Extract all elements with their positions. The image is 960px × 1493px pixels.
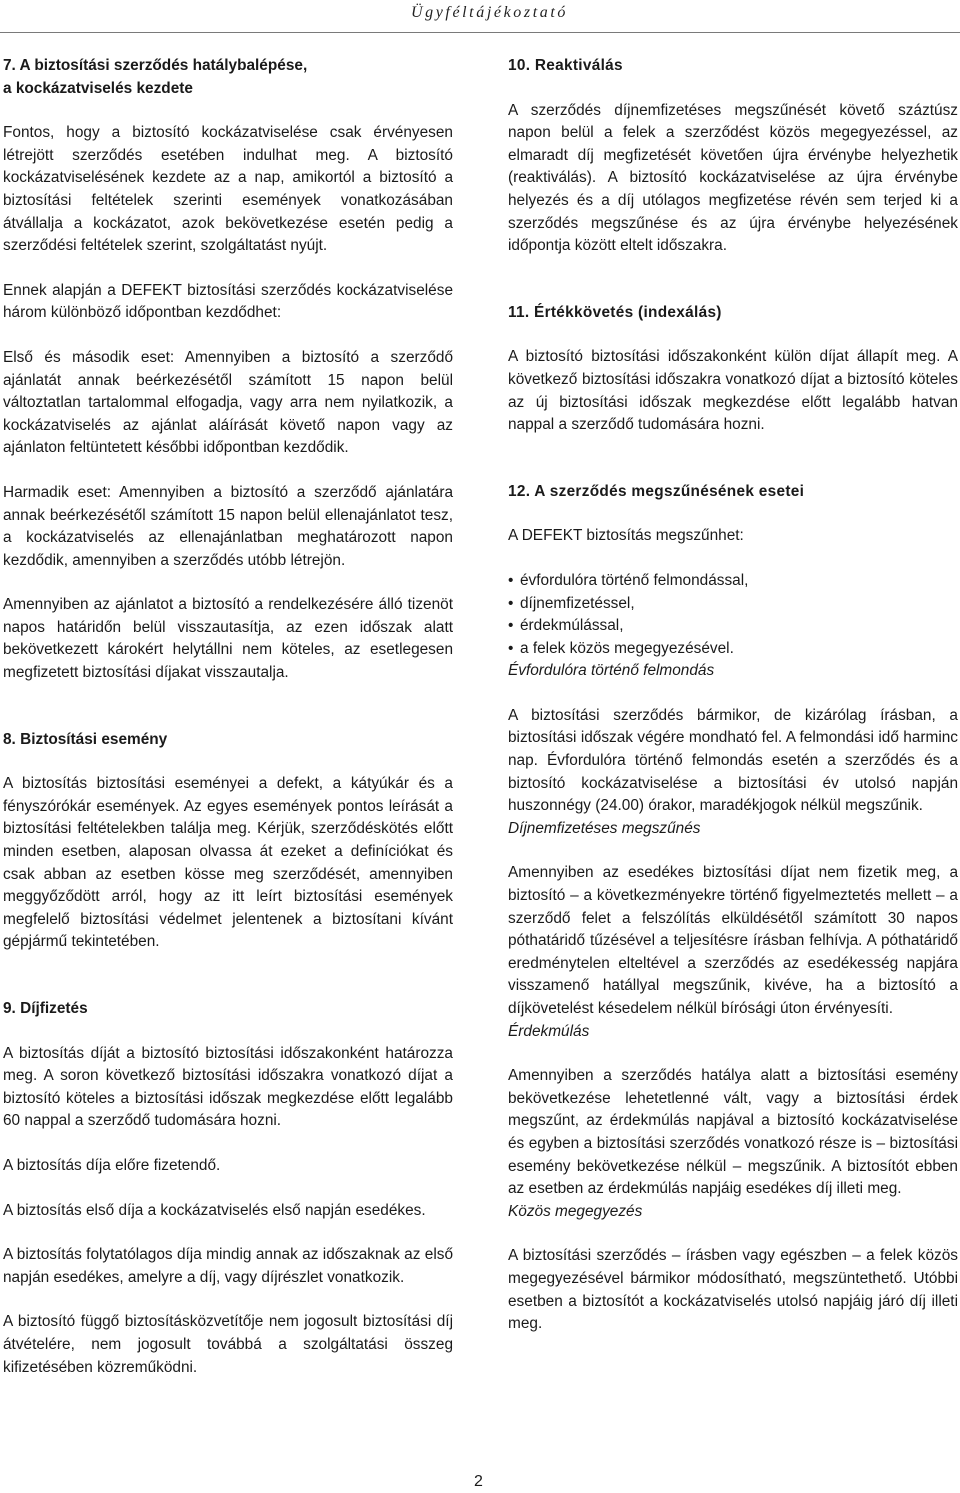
subsection-title: Érdekmúlás [508,1022,590,1040]
section-9-paragraph: A biztosító függő biztosításközvetítője nem jogosult biztosítási díj átvételére, nem jogosult továbbá a szolgáltatási összeg kifizetésében közreműködni. [3,1313,453,1376]
section-9-paragraph: A biztosítás díját a biztosító biztosítási időszakonként határozza meg. A soron következő biztosítási időszakra vonatkozó díjat a biztosító köteles a biztosítási időszak megkezdése előtt legalább 60 nappal a szerződő tudomására hozni. [3,1044,453,1130]
bullet-icon: • [508,594,514,612]
list-item-text: díjnemfizetéssel, [520,594,635,612]
subsection-paragraph: A biztosítási szerződés – írásben vagy egészben – a felek közös megegyezésével bármikor módosítható, megszüntethető. Utóbbi esetben a biztosítót a kockázatviselés utolsó napjáig járó díj illeti meg. [508,1247,958,1333]
section-11-title: 11. Értékkövetés (indexálás) [508,303,722,321]
document-header-title: Ügyféltájékoztató [410,4,568,21]
termination-list [508,570,958,660]
page-number: 2 [474,1473,483,1490]
subsection-title: Díjnemfizetéses megszűnés [508,819,701,837]
section-11-paragraph: A biztosító biztosítási időszakonként külön díjat állapít meg. A következő biztosítási időszakra vonatkozó díjat a biztosító köteles az új biztosítási időszak megkezdése előtt legalább hatvan nappal a szerződő tudomására hozni. [508,348,958,434]
section-12-intro: A DEFEKT biztosítás megszűnhet: [508,527,744,545]
subsection-title: Évfordulóra történő felmondás [508,662,715,680]
section-9-paragraph: A biztosítás díja előre fizetendő. [3,1156,221,1174]
right-column [508,55,958,1336]
list-item [508,593,958,616]
subsection-paragraph: Amennyiben az esedékes biztosítási díjat nem fizetik meg, a biztosító – a következményekre történő figyelmeztetés mellett – a szerződő felet a felszólítás elküldésétől számított 30 napos póthatáridő tűzésével a teljesítésre írásban felhívja. A póthatáridő eredménytelen elteltével a szerződés az esedékesség napjára visszamenő hatállyal megszűnik, kivéve, ha a biztosító a díjkövetelést késedelem nélkül bírósági úton érvényesíti. [508,864,958,1017]
list-item [508,570,958,593]
section-8-paragraph: A biztosítás biztosítási eseményei a defekt, a kátyúkár és a fényszórókár események. Az egyes események pontos leírását a biztosítási feltételekben találja meg. Kérjük, szerződéskötés előtt minden esetben, alaposan olvassa át ezeket a definíciókat és csak abban az esetben kösse meg szerződését, amennyiben meggyőződött arról, hogy az itt leírt biztosítási események megfelelő biztosítási védelmet jelentenek a biztosítani kívánt gépjármű tekintetében. [3,775,453,951]
section-10-paragraph: A szerződés díjnemfizetéses megszűnését követő száztúsz napon belül a felek a szerződést közös megegyezéssel, az elmaradt díj megfizetését követően újra érvénybe helyezhetik (reaktiválás). A biztosító kockázatviselése az újra érvénybe helyezés és a díj utólagos megfizetése révén sem terjed ki a szerződés megszűnése és az újra érvénybe helyezésének időpontja között eltelt időszakra. [508,101,958,255]
section-7-paragraph: Harmadik eset: Amennyiben a biztosító a szerződő ajánlatára annak beérkezésétől számított 15 napon belül ellenajánlatot tesz, a kockázatviselés az ellenajánlatban meghatározott napon kezdődik, amennyiben a szerződés utóbb létrejön. [3,483,453,569]
bullet-icon: • [508,639,514,657]
section-12-title: 12. A szerződés megszűnésének esetei [508,482,805,500]
section-7-title-line-1: 7. A biztosítási szerződés hatálybalépése, [3,57,308,74]
bullet-icon: • [508,617,514,635]
section-9-paragraph: A biztosítás folytatólagos díja mindig annak az időszaknak az első napján esedékes, amelyre a díj, vagy díjrészlet vonatkozik. [3,1246,453,1286]
section-7-paragraph: Amennyiben az ajánlatot a biztosító a rendelkezésére álló tizenöt napos határidőn belül visszautasítja, az ezen időszak alatt bekövetkezett károkért helytállni nem köteles, az esetlegesen megfizetett biztosítási díjakat visszautalja. [3,596,453,682]
subsection-paragraph: A biztosítási szerződés bármikor, de kizárólag írásban, a biztosítási időszak végére mondható fel. A felmondási idő harminc nap. Évfordulóra történő felmondás esetén a szerződés és a biztosító kockázatviselése a biztosítási év utolsó napján huszonnégy (24.00) órakor, maradékjogok nélkül megszűnik. [508,706,958,815]
section-8-title: 8. Biztosítási esemény [3,730,168,748]
section-7-paragraph: Fontos, hogy a biztosító kockázatviselése csak érvényesen létrejött szerződés esetében indulhat meg. A biztosító kockázatviselésének kezdete az a nap, amikortól a biztosító a biztosítási feltételek szerinti események vonatkozásában átvállalja a kockázatot, azok bekövetkezése esetén pedig a szerződési feltételek szerint, szolgáltatást nyújt. [3,124,453,255]
list-item-text: a felek közös megegyezésével. [520,639,734,657]
list-item [508,615,958,638]
section-7-title-line-2: a kockázatviselés kezdete [3,79,193,97]
section-10-title: 10. Reaktiválás [508,57,623,74]
list-item-text: évfordulóra történő felmondással, [520,571,749,589]
left-column [3,55,453,1379]
subsection-paragraph: Amennyiben a szerződés hatálya alatt a biztosítási esemény bekövetkezése lehetetlenné vált, vagy a biztosítási érdek megszűnt, az érdekmúlás napjával a biztosító kockázatviselése és egyben a biztosítási szerződés vonatkozó része is – biztosítási esemény bekövetkezése nélkül – megszűnik. A biztosítót ebben az esetben az érdekmúlás napjáig esedékes díj illeti meg. [508,1067,958,1198]
bullet-icon: • [508,571,514,589]
section-7-paragraph: Első és második eset: Amennyiben a biztosító a szerződő ajánlatát annak beérkezésétől számított 15 napon belül változtatlan tartalommal elfogadja, vagy arra nem nyilatkozik, a kockázatviselés az ajánlat aláírását követő napon vagy az ajánlaton feltüntetett későbbi időpontban kezdődik. [3,348,453,457]
section-7-paragraph: Ennek alapján a DEFEKT biztosítási szerződés kockázatviselése három különböző időpontban kezdődhet: [3,281,453,322]
section-7-title [3,55,453,100]
section-9-title: 9. Díjfizetés [3,1000,88,1017]
list-item [508,638,958,661]
header-rule [0,32,960,33]
section-9-paragraph: A biztosítás első díja a kockázatviselés első napján esedékes. [3,1201,426,1219]
subsection-title: Közös megegyezés [508,1202,643,1220]
list-item-text: érdekmúlással, [520,617,624,635]
